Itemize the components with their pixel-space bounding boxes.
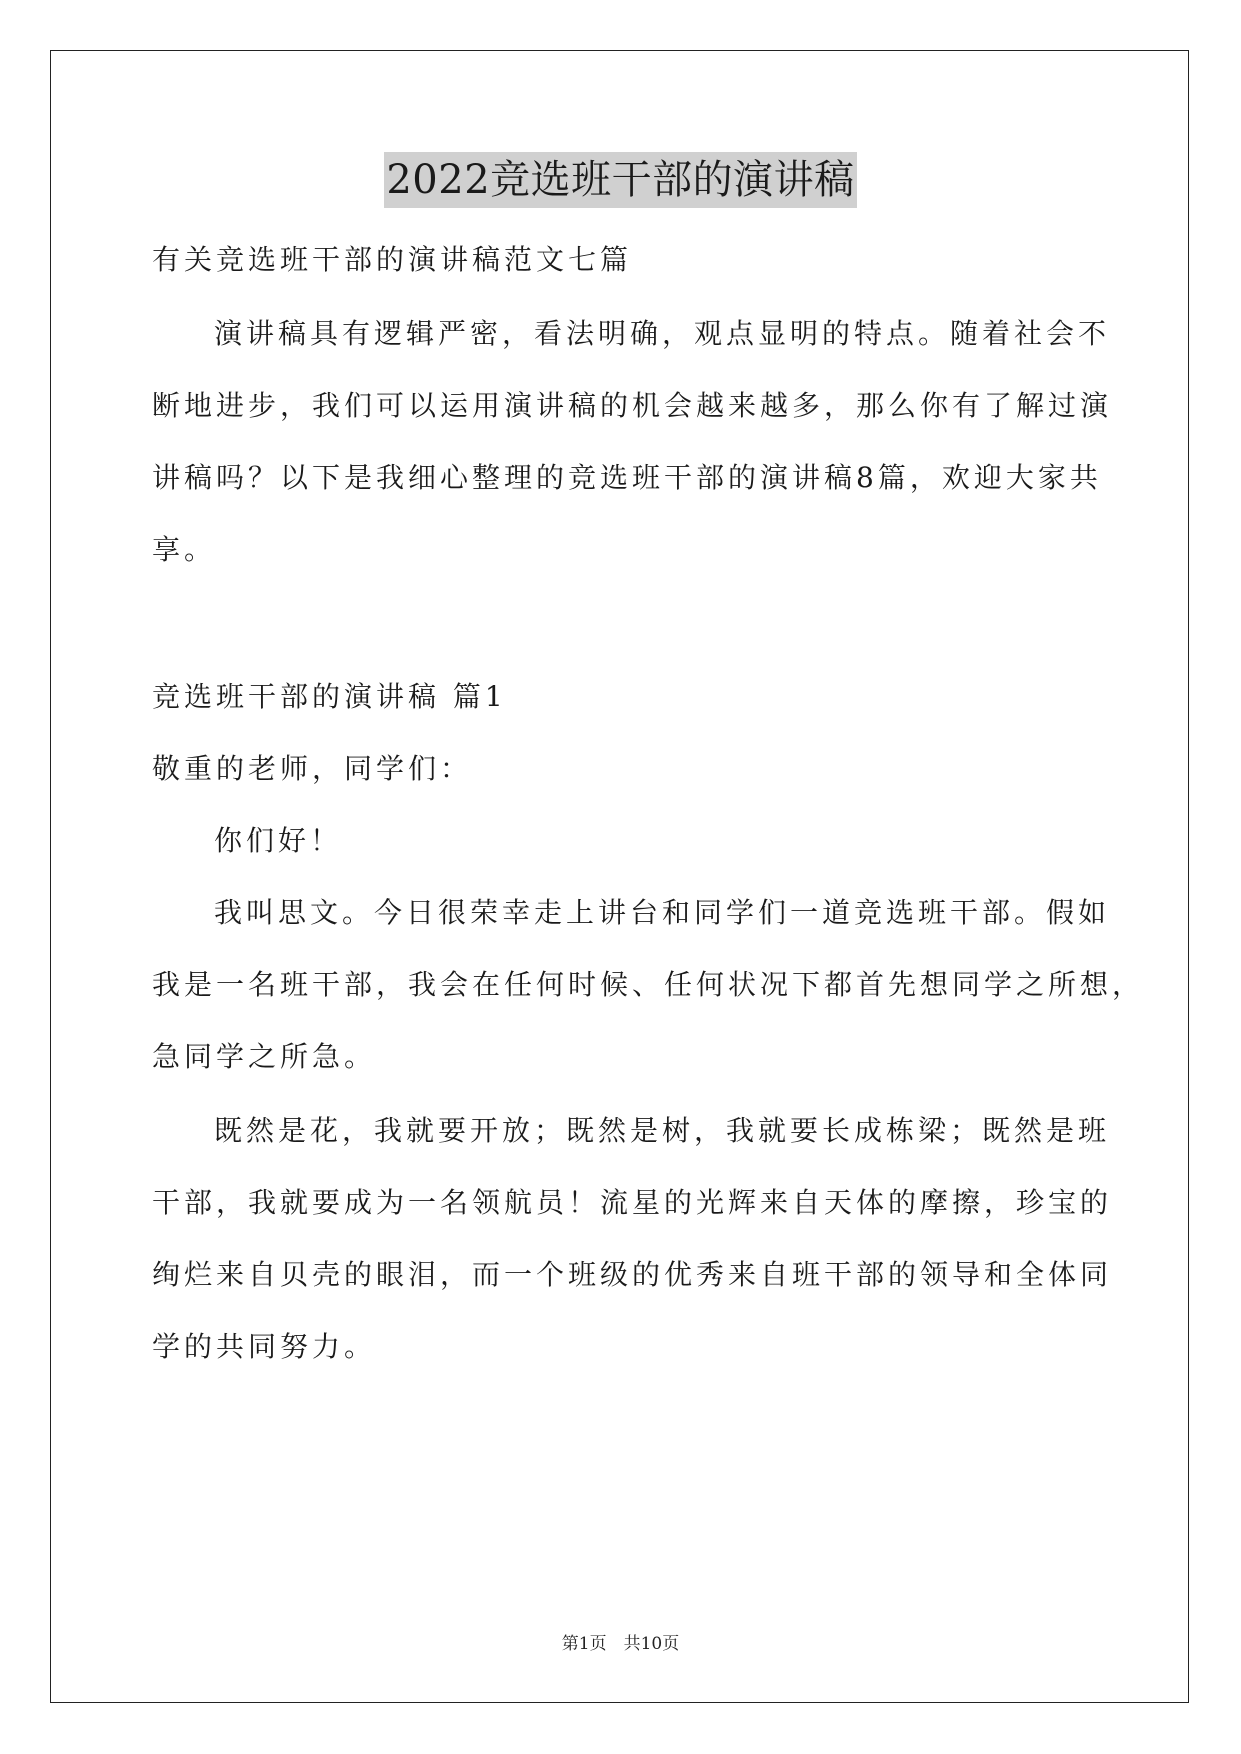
subtitle: 有关竞选班干部的演讲稿范文七篇 xyxy=(152,243,633,276)
page-footer: 第1页 共10页 xyxy=(561,1634,680,1654)
section-heading: 竞选班干部的演讲稿 篇1 xyxy=(152,680,507,713)
title-wrap xyxy=(0,152,1241,208)
salutation: 敬重的老师，同学们： xyxy=(152,752,473,785)
para2-line-2: 干部，我就要成为一名领航员！流星的光辉来自天体的摩擦，珍宝的 xyxy=(152,1186,1113,1219)
intro-line-2: 断地进步，我们可以运用演讲稿的机会越来越多，那么你有了解过演 xyxy=(152,389,1113,422)
greeting: 你们好！ xyxy=(214,824,343,857)
intro-line-1: 演讲稿具有逻辑严密，看法明确，观点显明的特点。随着社会不 xyxy=(214,317,1111,350)
para2-line-3: 绚烂来自贝壳的眼泪，而一个班级的优秀来自班干部的领导和全体同 xyxy=(152,1258,1113,1291)
page-border xyxy=(50,50,1189,1703)
intro-line-3: 讲稿吗？以下是我细心整理的竞选班干部的演讲稿8篇，欢迎大家共 xyxy=(152,461,1102,494)
para1-line-3: 急同学之所急。 xyxy=(152,1040,377,1073)
para1-line-1: 我叫思文。今日很荣幸走上讲台和同学们一道竞选班干部。假如 xyxy=(214,896,1111,929)
document-title: 2022竞选班干部的演讲稿 xyxy=(384,152,856,208)
para2-line-1: 既然是花，我就要开放；既然是树，我就要长成栋梁；既然是班 xyxy=(214,1114,1111,1147)
intro-line-4: 享。 xyxy=(152,533,217,566)
para1-line-2: 我是一名班干部，我会在任何时候、任何状况下都首先想同学之所想， xyxy=(152,968,1145,1001)
para2-line-4: 学的共同努力。 xyxy=(152,1330,377,1363)
